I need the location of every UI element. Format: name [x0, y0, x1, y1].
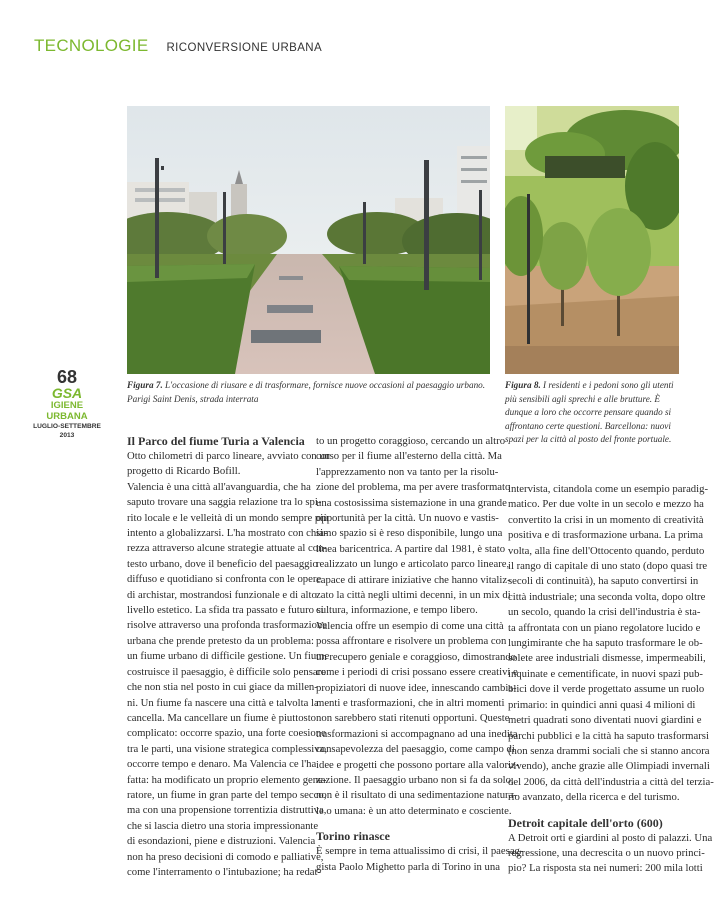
text-line: che si lascia dietro una storia impressionante: [127, 819, 319, 832]
figure-8-text: I residenti e i pedoni sono gli utenti più sensibili agli sprechi e alle brutture. È dunque a loro che occorre pensare quando si affrontano certe questioni. Barcellona: nuovi spazi per la città al posto del fronte portuale.: [505, 380, 674, 444]
text-line: vivendo), anche grazie alle Olimpiadi invernali: [508, 760, 710, 773]
text-line: parchi pubblici e la città ha saputo trasformarsi: [508, 729, 709, 742]
text-line: to un progetto coraggioso, cercando un altro: [316, 435, 506, 447]
text-line: lungimirante che ha saputo trasformare le ob-: [508, 637, 703, 650]
text-line: un recupero geniale e coraggioso, dimostrando: [316, 650, 517, 663]
text-line: propiziatori di nuove idee, innescando cambia-: [316, 681, 517, 694]
text-line: secoli di continuità), ha saputo convertirsi in: [508, 575, 699, 588]
text-line: rio avanzato, della ricerca e del turismo.: [508, 791, 680, 804]
torino-heading: Torino rinasce: [316, 829, 390, 844]
text-line: saputo trovare una saggia relazione tra lo spi-: [127, 496, 322, 509]
text-line: Otto chilometri di parco lineare, avviato con un: [127, 450, 330, 462]
text-line: ta affrontata con un piano regolatore lucido e: [508, 621, 701, 634]
text-line: complicato: occorre spazio, una forte coesione: [127, 727, 326, 740]
text-line: zazione. Il paesaggio urbano non si fa da solo,: [316, 773, 514, 786]
text-line: non è il risultato di una sedimentazione natura-: [316, 789, 517, 802]
text-line: le o umana: è un atto determinato e cosciente.: [316, 804, 512, 817]
text-line: simo spazio si è reso disponibile, lungo una: [316, 527, 503, 540]
text-line: risolve attraverso una profonda trasformazione: [127, 619, 328, 632]
figure-8-photo: [505, 106, 679, 374]
figure-8-caption: [505, 379, 681, 447]
text-line: convertito la crisi in un momento di creatività: [508, 513, 704, 526]
figure-7-label: Figura 7.: [127, 380, 163, 390]
park-path-photo: [127, 106, 490, 374]
valencia-body: [127, 449, 330, 880]
figure-7-caption: [127, 379, 487, 406]
text-line: non ha preso decisioni di comodo e palliative,: [127, 850, 324, 863]
text-line: gista Paolo Mighetto parla di Torino in una: [316, 860, 500, 873]
subsection-title: RICONVERSIONE URBANA: [166, 42, 323, 54]
text-line: il rango di capitale di uno stato (dopo quasi tre: [508, 560, 708, 573]
text-line: testo urbano, dove il beneficio del paesaggio: [127, 557, 318, 570]
text-line: matico. Per due volte in un secolo e mezzo ha: [508, 498, 704, 511]
text-line: intento a globalizzarsi. L'ha mostrato con chia-: [127, 527, 328, 540]
text-line: ma con una propensione torrentizia distruttiva,: [127, 804, 327, 817]
text-line: inquinate e cementificate, in nuovi spazi pub-: [508, 667, 703, 680]
text-line: pio? La risposta sta nei numeri: 200 mila lotti: [508, 862, 703, 875]
magazine-sidebar: [32, 368, 102, 440]
text-line: una costosissima sistemazione in una grande: [316, 496, 507, 509]
torino-body-continued: [508, 482, 714, 806]
text-line: regressione, una decrescita o un nuovo princi-: [508, 846, 705, 859]
text-column-2: [316, 434, 524, 875]
issue-date: LUGLIO-SETTEMBRE 2013: [33, 423, 101, 439]
text-line: primario: in quindici anni quasi 4 milioni di: [508, 698, 696, 711]
text-line: non sarebbero stati ritenuti opportuni. Queste: [316, 712, 510, 725]
text-line: costruisce il paesaggio, è difficile solo pensare: [127, 665, 326, 678]
text-line: del 2006, da città dell'industria a città del terzia-: [508, 775, 714, 788]
text-line: menti e trasformazioni, che in altri momenti: [316, 696, 505, 709]
text-line: cancella. Ma cancellare un fiume è piuttosto: [127, 711, 317, 724]
text-line: fatta: ha modificato un proprio elemento gene-: [127, 773, 327, 786]
text-line: volta, alla fine dell'Ottocento quando, perduto: [508, 544, 705, 557]
text-line: città industriale; una seconda volta, dopo oltre: [508, 590, 706, 603]
text-line: livello estetico. La sfida tra passato e futuro si: [127, 604, 324, 617]
text-line: È sempre in tema attualissimo di crisi, il paesag-: [316, 845, 524, 858]
text-line: zato la città negli ultimi decenni, in un mix di: [316, 589, 511, 602]
gsa-logo: GSA: [51, 385, 83, 401]
text-column-3: [508, 482, 714, 877]
text-line: possa affrontare e risolvere un problema con: [316, 635, 507, 648]
figure-7-text: L'occasione di riusare e di trasformare, fornisce nuove occasioni al paesaggio urbano. Parigi Saint Denis, strada interrata: [127, 380, 486, 404]
text-line: solete aree industriali dismesse, impermeabili,: [508, 652, 706, 665]
text-line: metri quadrati sono diventati nuovi giardini e: [508, 714, 702, 727]
text-line: come i periodi di crisi possano essere creativi e: [316, 666, 518, 679]
text-line: opportunità per la città. Un nuovo e vastis-: [316, 512, 499, 525]
text-line: tra le parti, una visione strategica complessiva,: [127, 742, 328, 755]
text-line: che non stia nel posto in cui giace da millen-: [127, 681, 318, 694]
text-line: intervista, citandola come un esempio paradig-: [508, 483, 709, 495]
text-line: urbana che prende pretesto da un problema:: [127, 634, 314, 647]
text-line: idee e progetti che possono portare alla valoriz-: [316, 758, 520, 771]
barcelona-square-photo: [505, 106, 679, 374]
page-header: [34, 36, 322, 62]
section-title: TECNOLOGIE: [34, 36, 149, 55]
figure-8-label: Figura 8.: [505, 380, 541, 390]
text-line: l'apprezzamento non va tanto per la risolu-: [316, 465, 499, 478]
valencia-heading: Il Parco del fiume Turia a Valencia: [127, 434, 305, 448]
text-line: ni. Un fiume fa nascere una città e talvolta la: [127, 696, 319, 709]
text-line: un fiume urbano di difficile gestione. Un fiume: [127, 650, 330, 663]
text-line: blici dove il verde progettato assume un ruolo: [508, 683, 705, 696]
text-line: zione del problema, ma per avere trasformato: [316, 481, 511, 494]
text-line: progetto di Ricardo Bofill.: [127, 465, 241, 478]
text-line: diffuso e quotidiano si confronta con le opere: [127, 573, 322, 586]
text-line: capace di attirare iniziative che hanno vitaliz-: [316, 573, 511, 586]
text-line: cultura, informazione, e tempo libero.: [316, 604, 478, 617]
detroit-heading: Detroit capitale dell'orto (600): [508, 815, 663, 830]
text-line: trasformazioni si accompagnano ad una inedita: [316, 727, 518, 740]
page-number: 68: [56, 367, 78, 387]
text-line: come l'interramento o l'intubazione; ha redat-: [127, 865, 322, 878]
text-line: ratore, un fiume in gran parte del tempo secco,: [127, 788, 327, 801]
detroit-body: [508, 831, 713, 877]
text-line: positiva e di trasformazione urbana. La prima: [508, 529, 703, 542]
text-line: realizzato un lungo e articolato parco lineare,: [316, 558, 510, 571]
text-line: rezza attraverso alcune strategie attuate al con-: [127, 542, 327, 555]
text-line: consapevolezza del paesaggio, come campo di: [316, 743, 515, 756]
text-line: di esondazioni, piene e distruzioni. Valencia: [127, 835, 316, 848]
magazine-name: IGIENE URBANA: [46, 400, 88, 422]
figure-7-photo: [127, 106, 490, 374]
text-column-1: [127, 434, 330, 880]
text-line: Valencia è una città all'avanguardia, che ha: [127, 480, 311, 493]
text-line: corso per il fiume all'esterno della città. Ma: [316, 450, 502, 463]
text-line: occorre tempo e denaro. Ma Valencia ce l'ha: [127, 758, 317, 771]
text-line: (non senza drammi sociali che si stanno ancora: [508, 744, 710, 757]
text-line: rito locale e le velleità di un mondo sempre più: [127, 511, 329, 524]
valencia-body-continued: [316, 434, 520, 819]
text-line: linea baricentrica. A partire dal 1981, è stato: [316, 542, 506, 555]
text-line: un secolo, quando la crisi dell'industria è sta-: [508, 606, 701, 619]
torino-body: [316, 844, 524, 875]
text-line: A Detroit orti e giardini al posto di palazzi. Una: [508, 831, 713, 844]
text-line: di archistar, mostrandosi funzionale e di alto: [127, 588, 317, 601]
text-line: Valencia offre un esempio di come una città: [316, 619, 504, 632]
